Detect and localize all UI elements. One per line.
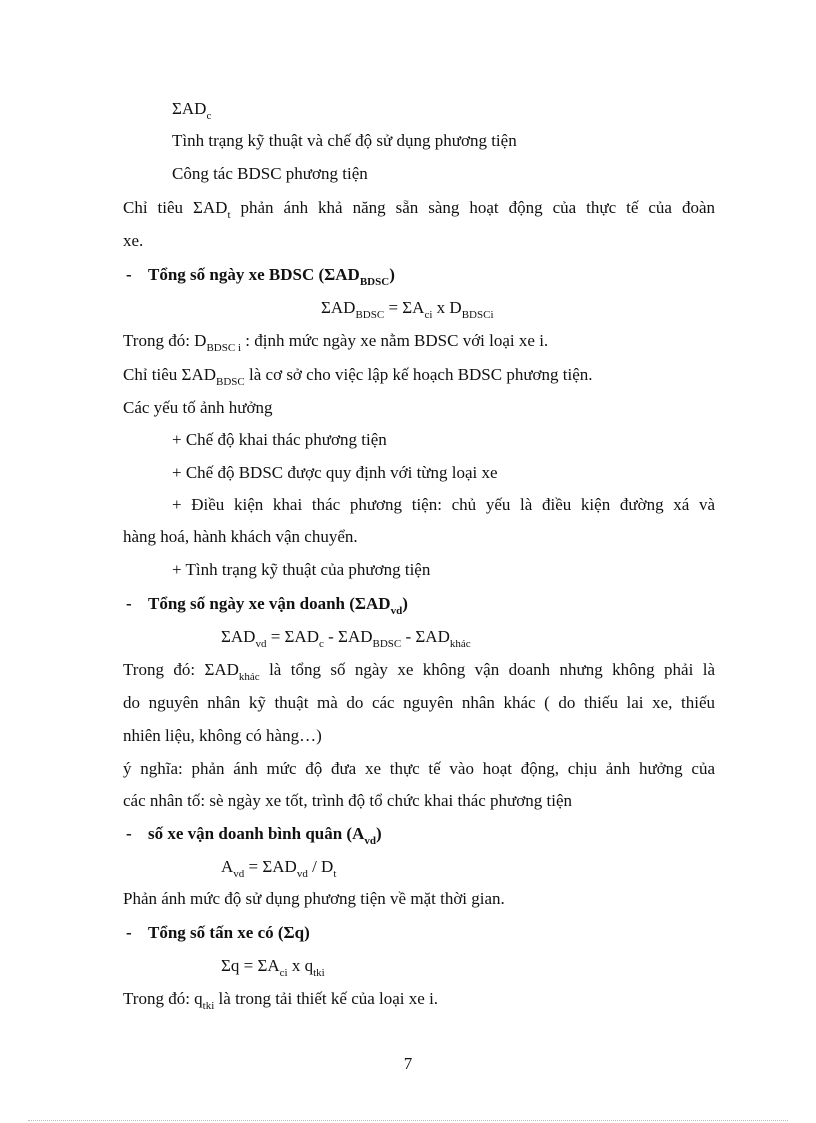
page-number: 7 <box>403 1054 413 1073</box>
text-segment: ) <box>402 594 408 613</box>
text-line: Phản ánh mức độ sử dụng phương tiện về mặt thời gian. <box>123 889 505 908</box>
formula <box>321 297 494 322</box>
text-line: ý nghĩa: phản ánh mức độ đưa xe thực tế vào hoạt động, chịu ảnh hưởng của <box>123 759 715 778</box>
bullet-dash: - <box>126 594 132 613</box>
text-segment: Σq = ΣA <box>221 956 280 975</box>
text-line: + Chế độ BDSC được quy định với từng loại xe <box>172 463 498 482</box>
subscript: t <box>333 868 337 881</box>
text-line <box>123 988 439 1013</box>
text-line <box>123 659 715 684</box>
text-segment: Tổng số ngày xe vận doanh (ΣAD <box>148 594 391 613</box>
subscript: BDSC <box>355 309 385 322</box>
subscript: BDSCi <box>461 309 494 322</box>
subscript: BDSC <box>359 276 390 289</box>
formula <box>221 626 471 651</box>
subscript: vd <box>255 638 267 651</box>
text-segment: ΣAD <box>172 99 207 118</box>
text-segment: - ΣAD <box>323 627 373 646</box>
text-segment: số xe vận doanh bình quân (A <box>148 824 365 843</box>
text-segment: x q <box>287 956 314 975</box>
text-segment: Chỉ tiêu ΣAD <box>123 198 228 217</box>
subscript: t <box>227 209 231 222</box>
text-segment: là trong tải thiết kế của loại xe i. <box>214 989 439 1008</box>
subscript: BDSC i <box>206 342 241 355</box>
subscript: BDSC <box>372 638 402 651</box>
bullet-dash: - <box>126 923 132 942</box>
text-line: nhiên liệu, không có hàng…) <box>123 726 322 745</box>
section-heading <box>148 264 395 289</box>
text-line <box>123 364 593 389</box>
text-segment: = ΣAD <box>244 857 297 876</box>
text-segment: Chỉ tiêu ΣAD <box>123 365 217 384</box>
text-segment: ) <box>389 265 395 284</box>
text-segment: Trong đó: q <box>123 989 203 1008</box>
text-segment: A <box>221 857 234 876</box>
text-line: Công tác BDSC phương tiện <box>172 164 368 183</box>
text-segment: / D <box>307 857 334 876</box>
text-segment: : định mức ngày xe nằm BDSC với loại xe i. <box>241 331 549 350</box>
text-segment: ) <box>376 824 382 843</box>
subscript: vd <box>390 605 403 618</box>
text-segment: = ΣA <box>384 298 425 317</box>
subscript: khác <box>238 671 260 684</box>
text-segment: là cơ sở cho việc lập kế hoạch BDSC phương tiện. <box>244 365 593 384</box>
text-line: + Chế độ khai thác phương tiện <box>172 430 387 449</box>
text-segment: Trong đó: ΣAD <box>123 660 239 679</box>
text-segment: ΣAD <box>321 298 356 317</box>
section-heading <box>148 593 408 618</box>
subscript: ci <box>279 967 288 980</box>
subscript: vd <box>296 868 308 881</box>
text-segment: Trong đó: D <box>123 331 207 350</box>
formula <box>221 856 337 881</box>
text-segment: ΣAD <box>221 627 256 646</box>
subscript: vd <box>233 868 245 881</box>
subscript: khác <box>449 638 471 651</box>
text-line: + Tình trạng kỹ thuật của phương tiện <box>172 560 431 579</box>
text-segment: x D <box>432 298 462 317</box>
formula <box>221 955 325 980</box>
text-line: do nguyên nhân kỹ thuật mà do các nguyên nhân khác ( do thiếu lai xe, thiếu <box>123 693 715 712</box>
subscript: vd <box>364 835 376 848</box>
text-segment: là tổng số ngày xe không vận doanh nhưng không phải là <box>259 660 715 679</box>
text-line: hàng hoá, hành khách vận chuyển. <box>123 527 358 546</box>
footer-divider <box>28 1120 788 1121</box>
text-line <box>123 330 549 355</box>
text-line: xe. <box>123 231 144 250</box>
subscript: BDSC <box>216 376 245 389</box>
text-segment: - ΣAD <box>401 627 450 646</box>
section-heading: Tổng số tấn xe có (Σq) <box>148 923 310 942</box>
subscript: ci <box>424 309 433 322</box>
text-segment: = ΣAD <box>266 627 319 646</box>
subscript: tki <box>313 967 325 980</box>
subscript: tki <box>202 1000 215 1013</box>
text-segment: Tổng số ngày xe BDSC (ΣAD <box>148 265 360 284</box>
subscript: c <box>319 638 324 651</box>
text-segment: phản ánh khả năng sẵn sàng hoạt động của thực tế của đoàn <box>230 198 715 217</box>
text-line <box>123 197 715 222</box>
text-line: Tình trạng kỹ thuật và chế độ sử dụng phương tiện <box>172 131 517 150</box>
section-heading <box>148 823 382 848</box>
text-line: Các yếu tố ảnh hưởng <box>123 398 273 417</box>
subscript: c <box>206 110 212 123</box>
bullet-dash: - <box>126 824 132 843</box>
text-line <box>172 98 212 123</box>
text-line: các nhân tố: sè ngày xe tốt, trình độ tổ chức khai thác phương tiện <box>123 791 572 810</box>
text-line: + Điều kiện khai thác phương tiện: chủ yếu là điều kiện đường xá và <box>172 495 715 514</box>
bullet-dash: - <box>126 265 132 284</box>
